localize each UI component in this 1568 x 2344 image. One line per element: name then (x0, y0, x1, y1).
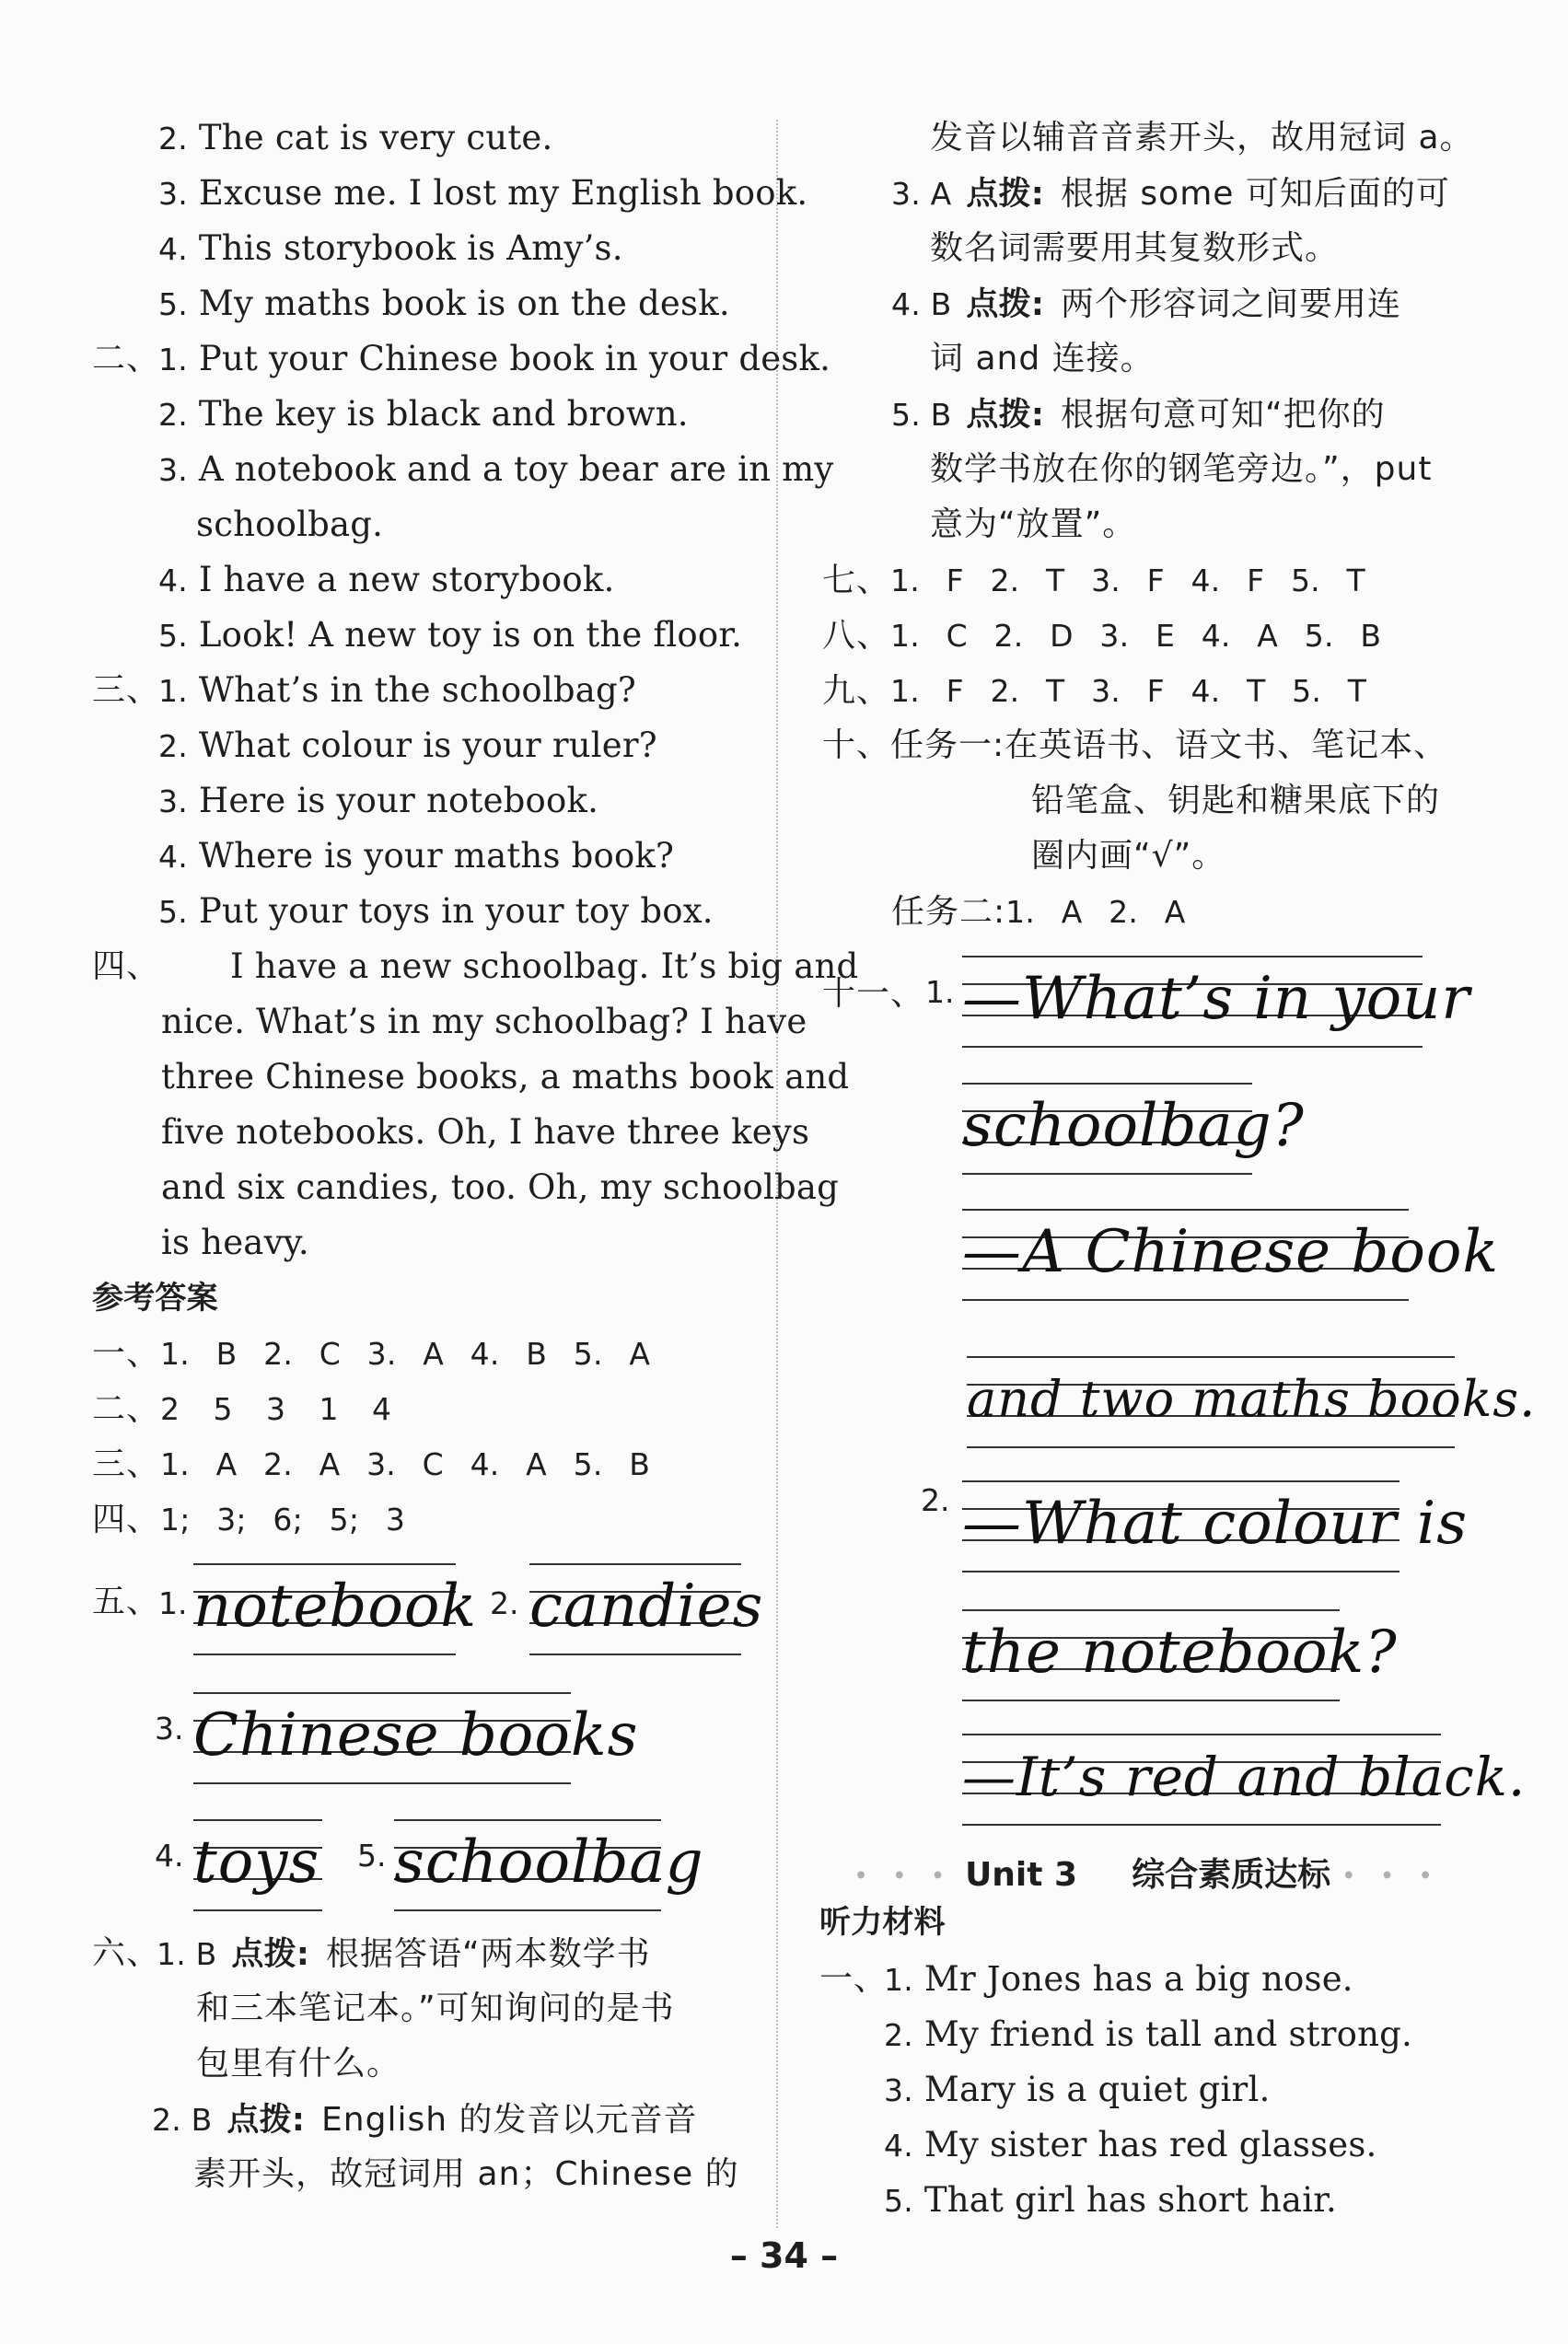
list-item: 3. Excuse me. I lost my English book. (158, 173, 808, 213)
explanation-line: 5. B 点拨: 根据句意可知“把你的 (891, 396, 1386, 434)
explanation-line: 意为“放置”。 (930, 505, 1137, 543)
list-item: 2. The key is black and brown. (158, 394, 689, 434)
material-title: 听力材料 (819, 1904, 946, 1941)
hw-number: 4. (155, 1838, 184, 1874)
section-label: 五、 (92, 1583, 161, 1620)
handwriting-line: —What’s in your (962, 948, 1423, 1054)
list-item: 2. What colour is your ruler? (158, 725, 657, 765)
explanation-line: 发音以辅音音素开头，故用冠词 a。 (930, 119, 1474, 157)
explanation-line: 圈内画“√”。 (1031, 837, 1226, 875)
handwriting-line: schoolbag? (962, 1075, 1252, 1181)
list-item: 2. The cat is very cute. (158, 118, 553, 157)
section-label: 四、 (92, 947, 161, 985)
passage-line: and six candies, too. Oh, my schoolbag (161, 1167, 840, 1207)
explanation-line: 数名词需要用其复数形式。 (930, 229, 1340, 267)
section-label: 十一、 (822, 975, 925, 1013)
explanation-line: 包里有什么。 (196, 2045, 401, 2083)
passage-line: is heavy. (161, 1223, 309, 1262)
answer-row: 一、1. B 2. C 3. A 4. B 5. A (92, 1335, 651, 1373)
list-item: 1. Put your Chinese book in your desk. (158, 339, 831, 378)
handwriting-line: and two maths books. (967, 1349, 1455, 1455)
explanation-line: 素开头，故冠词用 an；Chinese 的 (193, 2155, 739, 2193)
passage-line: nice. What’s in my schoolbag? I have (161, 1002, 807, 1041)
ref-answers-title: 参考答案 (92, 1280, 218, 1317)
list-item-continued: schoolbag. (196, 505, 384, 544)
list-item: 1. Mr Jones has a big nose. (884, 1959, 1353, 1999)
handwriting-toys: toys (193, 1812, 322, 1918)
answer-row: 七、1. F 2. T 3. F 4. F 5. T (822, 562, 1365, 599)
handwriting-line: the notebook? (962, 1602, 1340, 1708)
unit-heading: • • • Unit 3 综合素质达标 • • • (854, 1856, 1442, 1894)
list-item: 5. Look! A new toy is on the floor. (158, 615, 743, 655)
handwriting-candies: candies (529, 1556, 741, 1662)
handwriting-line: —What colour is (962, 1473, 1400, 1579)
passage-line: five notebooks. Oh, I have three keys (161, 1112, 810, 1152)
explanation-line: 词 and 连接。 (930, 340, 1155, 377)
list-item: 3. Here is your notebook. (158, 781, 599, 820)
answer-row: 八、1. C 2. D 3. E 4. A 5. B (822, 617, 1382, 655)
list-item: 3. A notebook and a toy bear are in my (158, 449, 834, 489)
handwriting-schoolbag: schoolbag (394, 1812, 661, 1918)
dots-decoration: • • • (854, 1864, 954, 1888)
hw-number: 2. (490, 1585, 519, 1621)
list-item: 4. I have a new storybook. (158, 560, 615, 599)
answer-row: 三、1. A 2. A 3. C 4. A 5. B (92, 1445, 651, 1483)
explanation-line: 2. B 点拨: English 的发音以元音音 (152, 2101, 698, 2139)
explanation-line: 1. B 点拨: 根据答语“两本数学书 (157, 1935, 651, 1973)
section-label: 一、 (819, 1960, 889, 1998)
handwriting-notebook: notebook (193, 1556, 456, 1662)
page-number: – 34 – (729, 2235, 839, 2276)
hw-number: 3. (155, 1711, 184, 1746)
list-item: 1. What’s in the schoolbag? (158, 670, 636, 710)
section-label: 六、 (92, 1934, 161, 1972)
list-item: 5. My maths book is on the desk. (158, 284, 730, 323)
list-item: 5. That girl has short hair. (884, 2180, 1338, 2220)
explanation-line: 3. A 点拨: 根据 some 可知后面的可 (891, 175, 1450, 213)
handwriting-line: —It’s red and black. (962, 1726, 1441, 1832)
explanation-line: 铅笔盒、钥匙和糖果底下的 (1031, 782, 1441, 819)
explanation-line: 数学书放在你的钢笔旁边。”，put (930, 450, 1433, 488)
answer-row: 十、任务一:在英语书、语文书、笔记本、 (822, 726, 1448, 764)
answer-row: 二、2 5 3 1 4 (92, 1390, 395, 1428)
explanation-line: 和三本笔记本。”可知询问的是书 (196, 1990, 675, 2027)
list-item: 4. My sister has red glasses. (884, 2125, 1377, 2164)
hw-number: 2. (921, 1482, 950, 1518)
passage-line: I have a new schoolbag. It’s big and (230, 946, 859, 986)
answer-row: 九、1. F 2. T 3. F 4. T 5. T (822, 672, 1367, 710)
list-item: 2. My friend is tall and strong. (884, 2014, 1412, 2054)
handwriting-chinese-books: Chinese books (193, 1685, 571, 1791)
section-label: 三、 (92, 671, 161, 709)
section-label: 二、 (92, 340, 161, 377)
hw-number: 5. (357, 1838, 387, 1874)
explanation-line: 4. B 点拨: 两个形容词之间要用连 (891, 285, 1402, 323)
hw-number: 1. (158, 1585, 188, 1621)
handwriting-line: —A Chinese book (962, 1201, 1409, 1307)
list-item: 3. Mary is a quiet girl. (884, 2070, 1271, 2109)
list-item: 4. Where is your maths book? (158, 836, 675, 876)
passage-line: three Chinese books, a maths book and (161, 1057, 850, 1097)
list-item: 4. This storybook is Amy’s. (158, 228, 623, 268)
list-item: 5. Put your toys in your toy box. (158, 891, 714, 931)
answer-row: 四、1; 3; 6; 5; 3 (92, 1501, 406, 1538)
dots-decoration: • • • (1342, 1864, 1442, 1888)
answer-row: 任务二:1. A 2. A (891, 893, 1186, 931)
hw-number: 1. (925, 974, 955, 1010)
